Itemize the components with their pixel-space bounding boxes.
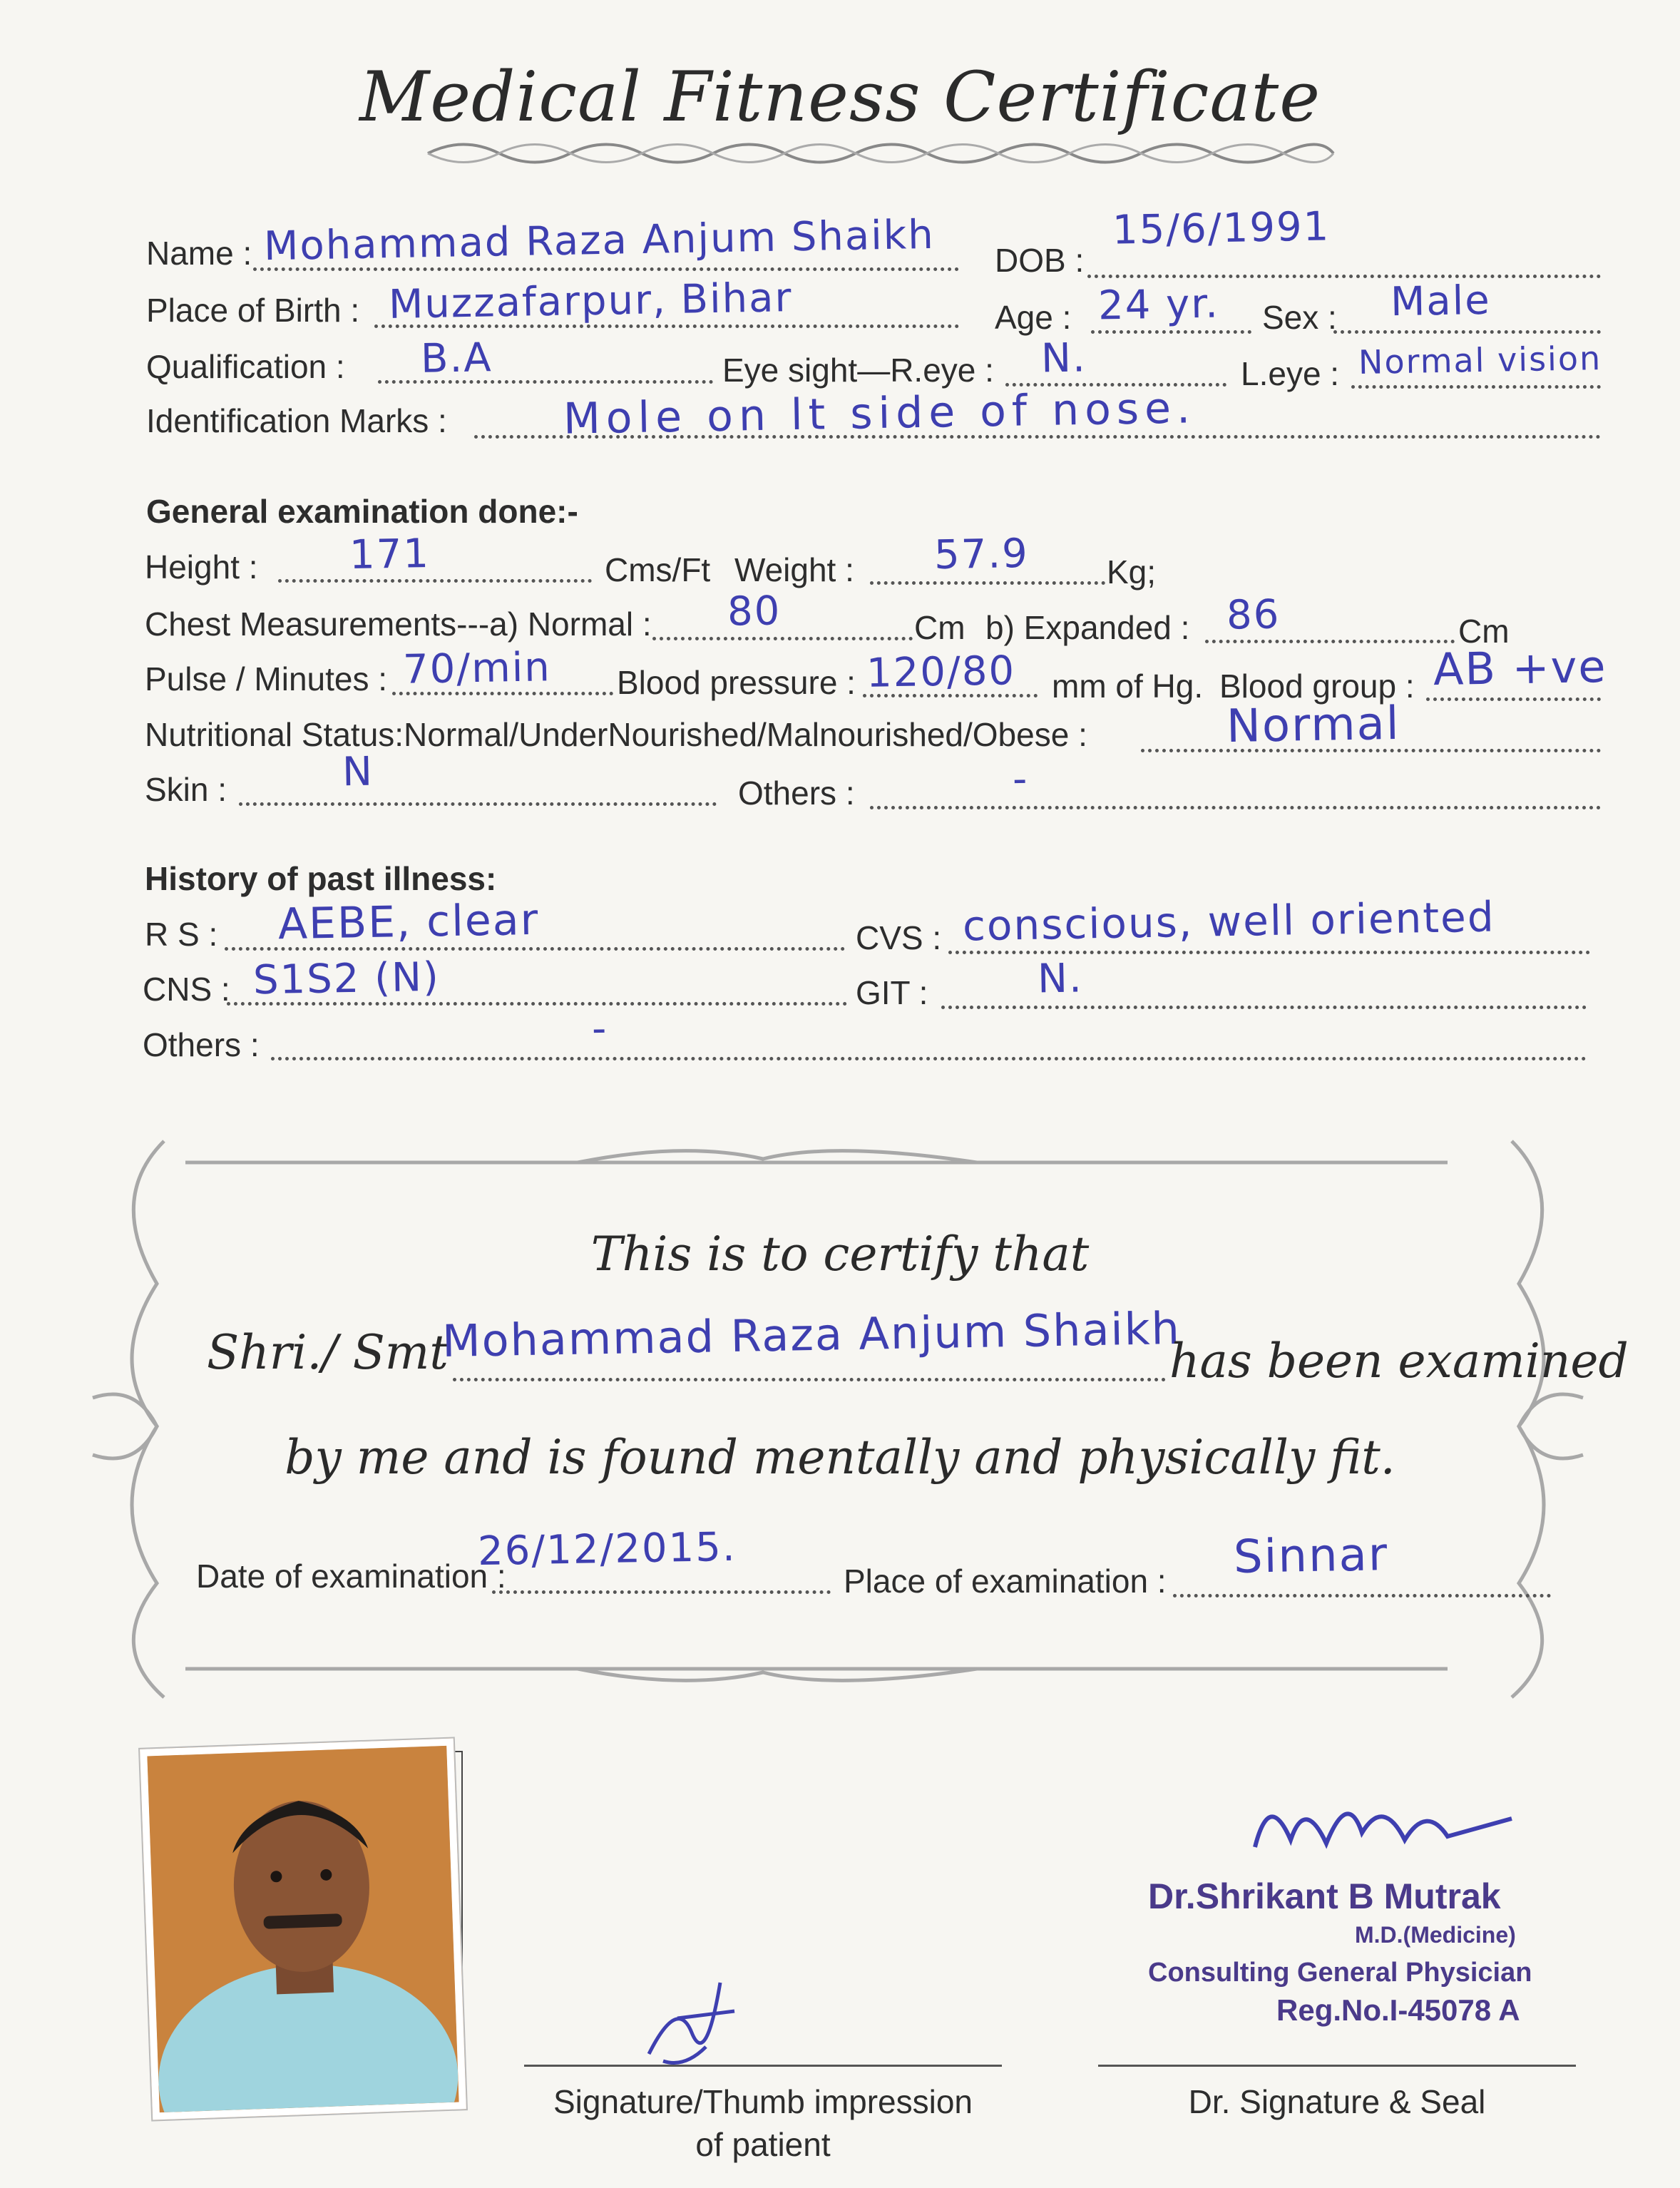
qualification-label: Qualification : bbox=[146, 348, 345, 385]
nutrition-value: Normal bbox=[1226, 697, 1401, 754]
weight-unit: Kg; bbox=[1107, 553, 1157, 591]
patient-signature bbox=[635, 1968, 749, 2075]
doctor-signature bbox=[1241, 1776, 1526, 1869]
skin-value: N bbox=[342, 748, 374, 796]
place-of-birth-label: Place of Birth : bbox=[146, 292, 360, 329]
place-of-birth-value: Muzzafarpur, Bihar bbox=[388, 275, 793, 328]
cvs-value: conscious, well oriented bbox=[962, 892, 1496, 951]
certify-prefix: Shri./ Smt bbox=[207, 1325, 449, 1380]
blood-pressure-label: Blood pressure : bbox=[617, 664, 856, 701]
stamp-title: Consulting General Physician bbox=[1148, 1958, 1532, 1988]
history-others-line bbox=[271, 1057, 1587, 1060]
patient-signature-label-2: of patient bbox=[695, 2126, 831, 2163]
cvs-line bbox=[948, 951, 1590, 954]
certify-line-3: by me and is found mentally and physically fit. bbox=[285, 1430, 1395, 1485]
certify-suffix: has been examined bbox=[1169, 1334, 1629, 1389]
age-line bbox=[1091, 330, 1251, 334]
identification-value: Mole on lt side of nose. bbox=[563, 383, 1197, 444]
chest-normal-value: 80 bbox=[727, 588, 782, 635]
height-value: 171 bbox=[349, 531, 431, 578]
skin-line bbox=[239, 802, 717, 806]
blood-group-label: Blood group : bbox=[1219, 668, 1415, 705]
cns-label: CNS : bbox=[143, 971, 230, 1008]
weight-label: Weight : bbox=[734, 551, 854, 588]
cns-value: S1S2 (N) bbox=[252, 954, 441, 1004]
chest-label: Chest Measurements---a) Normal : bbox=[145, 605, 652, 643]
pulse-label: Pulse / Minutes : bbox=[145, 660, 388, 697]
title-ornament bbox=[421, 132, 1341, 175]
history-heading: History of past illness: bbox=[145, 860, 497, 897]
eye-left-value: Normal vision bbox=[1358, 339, 1602, 382]
others-label: Others : bbox=[738, 775, 855, 812]
rs-label: R S : bbox=[145, 916, 218, 953]
eye-right-value: N. bbox=[1040, 334, 1087, 382]
weight-value: 57.9 bbox=[933, 530, 1030, 579]
identification-label: Identification Marks : bbox=[146, 402, 447, 439]
others-line bbox=[870, 806, 1601, 809]
cns-line bbox=[227, 1002, 847, 1006]
dob-value: 15/6/1991 bbox=[1112, 203, 1331, 254]
name-value: Mohammad Raza Anjum Shaikh bbox=[263, 211, 936, 270]
blood-pressure-unit: mm of Hg. bbox=[1052, 668, 1204, 705]
age-label: Age : bbox=[995, 299, 1072, 336]
height-unit: Cms/Ft bbox=[605, 551, 711, 588]
cvs-label: CVS : bbox=[856, 919, 942, 956]
doctor-signature-line bbox=[1098, 2065, 1576, 2067]
chest-expanded-label: b) Expanded : bbox=[985, 609, 1190, 646]
eye-left-label: L.eye : bbox=[1241, 355, 1340, 392]
dob-label: DOB : bbox=[995, 242, 1085, 279]
chest-unit-b: Cm bbox=[1458, 613, 1510, 650]
age-value: 24 yr. bbox=[1097, 280, 1220, 329]
height-line bbox=[278, 579, 592, 583]
patient-signature-label-1: Signature/Thumb impression bbox=[553, 2083, 973, 2120]
history-others-value: - bbox=[591, 1005, 608, 1053]
stamp-degree: M.D.(Medicine) bbox=[1355, 1922, 1516, 1948]
exam-place-line bbox=[1173, 1594, 1551, 1597]
rs-value: AEBE, clear bbox=[277, 894, 540, 950]
stamp-reg: Reg.No.I-45078 A bbox=[1276, 1993, 1520, 2027]
sex-value: Male bbox=[1390, 277, 1492, 326]
chest-normal-line bbox=[652, 637, 913, 640]
exam-date-value: 26/12/2015. bbox=[477, 1523, 737, 1575]
eye-right-label: Eye sight—R.eye : bbox=[722, 352, 994, 389]
weight-line bbox=[870, 581, 1105, 585]
name-label: Name : bbox=[146, 235, 252, 272]
exam-place-value: Sinnar bbox=[1233, 1528, 1389, 1584]
height-label: Height : bbox=[145, 548, 258, 586]
stamp-name: Dr.Shrikant B Mutrak bbox=[1148, 1876, 1501, 1916]
history-others-label: Others : bbox=[143, 1026, 260, 1063]
blood-group-line bbox=[1426, 697, 1601, 701]
chest-unit-a: Cm bbox=[914, 609, 966, 646]
nutrition-label: Nutritional Status:Normal/UnderNourished/Malnourished/Obese : bbox=[145, 716, 1087, 753]
chest-expanded-line bbox=[1205, 640, 1455, 643]
dob-line bbox=[1087, 275, 1601, 278]
exam-date-line bbox=[492, 1590, 831, 1594]
sex-label: Sex : bbox=[1262, 299, 1337, 336]
git-label: GIT : bbox=[856, 974, 928, 1011]
patient-photo bbox=[140, 1738, 466, 2120]
doctor-signature-label: Dr. Signature & Seal bbox=[1188, 2083, 1486, 2120]
git-line bbox=[941, 1006, 1587, 1009]
qualification-value: B.A bbox=[420, 334, 493, 382]
pulse-value: 70/min bbox=[402, 644, 552, 693]
certify-name-line bbox=[453, 1378, 1166, 1381]
certify-name-value: Mohammad Raza Anjum Shaikh bbox=[441, 1302, 1182, 1368]
eye-left-line bbox=[1351, 385, 1601, 389]
certify-line-1: This is to certify that bbox=[590, 1227, 1090, 1282]
blood-group-value: AB +ve bbox=[1433, 640, 1608, 696]
exam-place-label: Place of examination : bbox=[844, 1563, 1167, 1600]
others-value: - bbox=[1012, 755, 1029, 803]
certificate-frame bbox=[78, 1127, 1597, 1719]
blood-pressure-value: 120/80 bbox=[866, 648, 1016, 697]
git-value: N. bbox=[1037, 955, 1084, 1003]
certificate-title: Medical Fitness Certificate bbox=[359, 57, 1321, 137]
skin-label: Skin : bbox=[145, 771, 227, 808]
exam-date-label: Date of examination : bbox=[196, 1558, 506, 1595]
sex-line bbox=[1333, 330, 1601, 334]
patient-signature-line bbox=[524, 2065, 1002, 2067]
general-exam-heading: General examination done:- bbox=[146, 493, 578, 530]
chest-expanded-value: 86 bbox=[1226, 591, 1281, 639]
